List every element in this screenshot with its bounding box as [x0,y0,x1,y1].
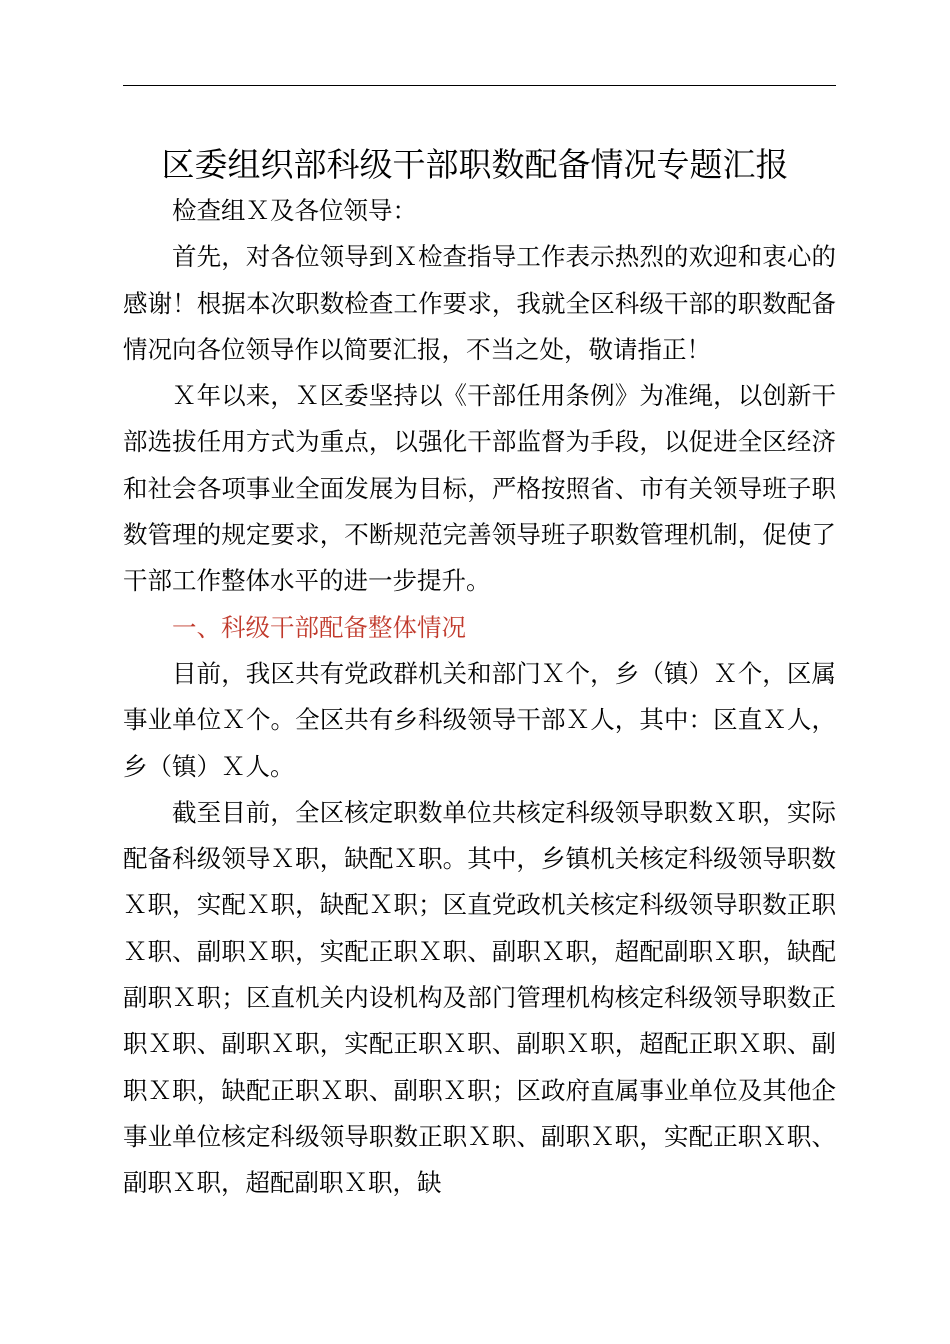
paragraph-intro: 首先，对各位领导到Ｘ检查指导工作表示热烈的欢迎和衷心的感谢！根据本次职数检查工作要求，我就全区科级干部的职数配备情况向各位领导作以简要汇报，不当之处，敬请指正！ [123,242,836,364]
section-heading: 一、科级干部配备整体情况 [172,612,466,642]
paragraph-staffing: 截至目前，全区核定职数单位共核定科级领导职数Ｘ职，实际配备科级领导Ｘ职，缺配Ｘ职。其中，乡镇机关核定科级领导职数Ｘ职，实配Ｘ职，缺配Ｘ职；区直党政机关核定科级领导职数正职Ｘ职、副职Ｘ职，实配正职Ｘ职、副职Ｘ职，超配副职Ｘ职，缺配副职Ｘ职；区直机关内设机构及部门管理机构核定科级领导职数正职Ｘ职、副职Ｘ职，实配正职Ｘ职、副职Ｘ职，超配正职Ｘ职、副职Ｘ职，缺配正职Ｘ职、副职Ｘ职；区政府直属事业单位及其他企事业单位核定科级领导职数正职Ｘ职、副职Ｘ职，实配正职Ｘ职、副职Ｘ职，超配副职Ｘ职，缺 [123,797,836,1198]
document-body [123,188,836,1207]
header-rule [123,85,836,86]
paragraph-units: 目前，我区共有党政群机关和部门Ｘ个，乡（镇）Ｘ个，区属事业单位Ｘ个。全区共有乡科级领导干部Ｘ人，其中：区直Ｘ人，乡（镇）Ｘ人。 [123,658,836,781]
paragraph-overview: Ｘ年以来，Ｘ区委坚持以《干部任用条例》为准绳，以创新干部选拔任用方式为重点，以强化干部监督为手段，以促进全区经济和社会各项事业全面发展为目标，严格按照省、市有关领导班子职数管理的规定要求，不断规范完善领导班子职数管理机制，促使了干部工作整体水平的进一步提升。 [123,381,836,596]
salutation: 检查组Ｘ及各位领导： [172,196,417,225]
document-title: 区委组织部科级干部职数配备情况专题汇报 [161,145,789,184]
